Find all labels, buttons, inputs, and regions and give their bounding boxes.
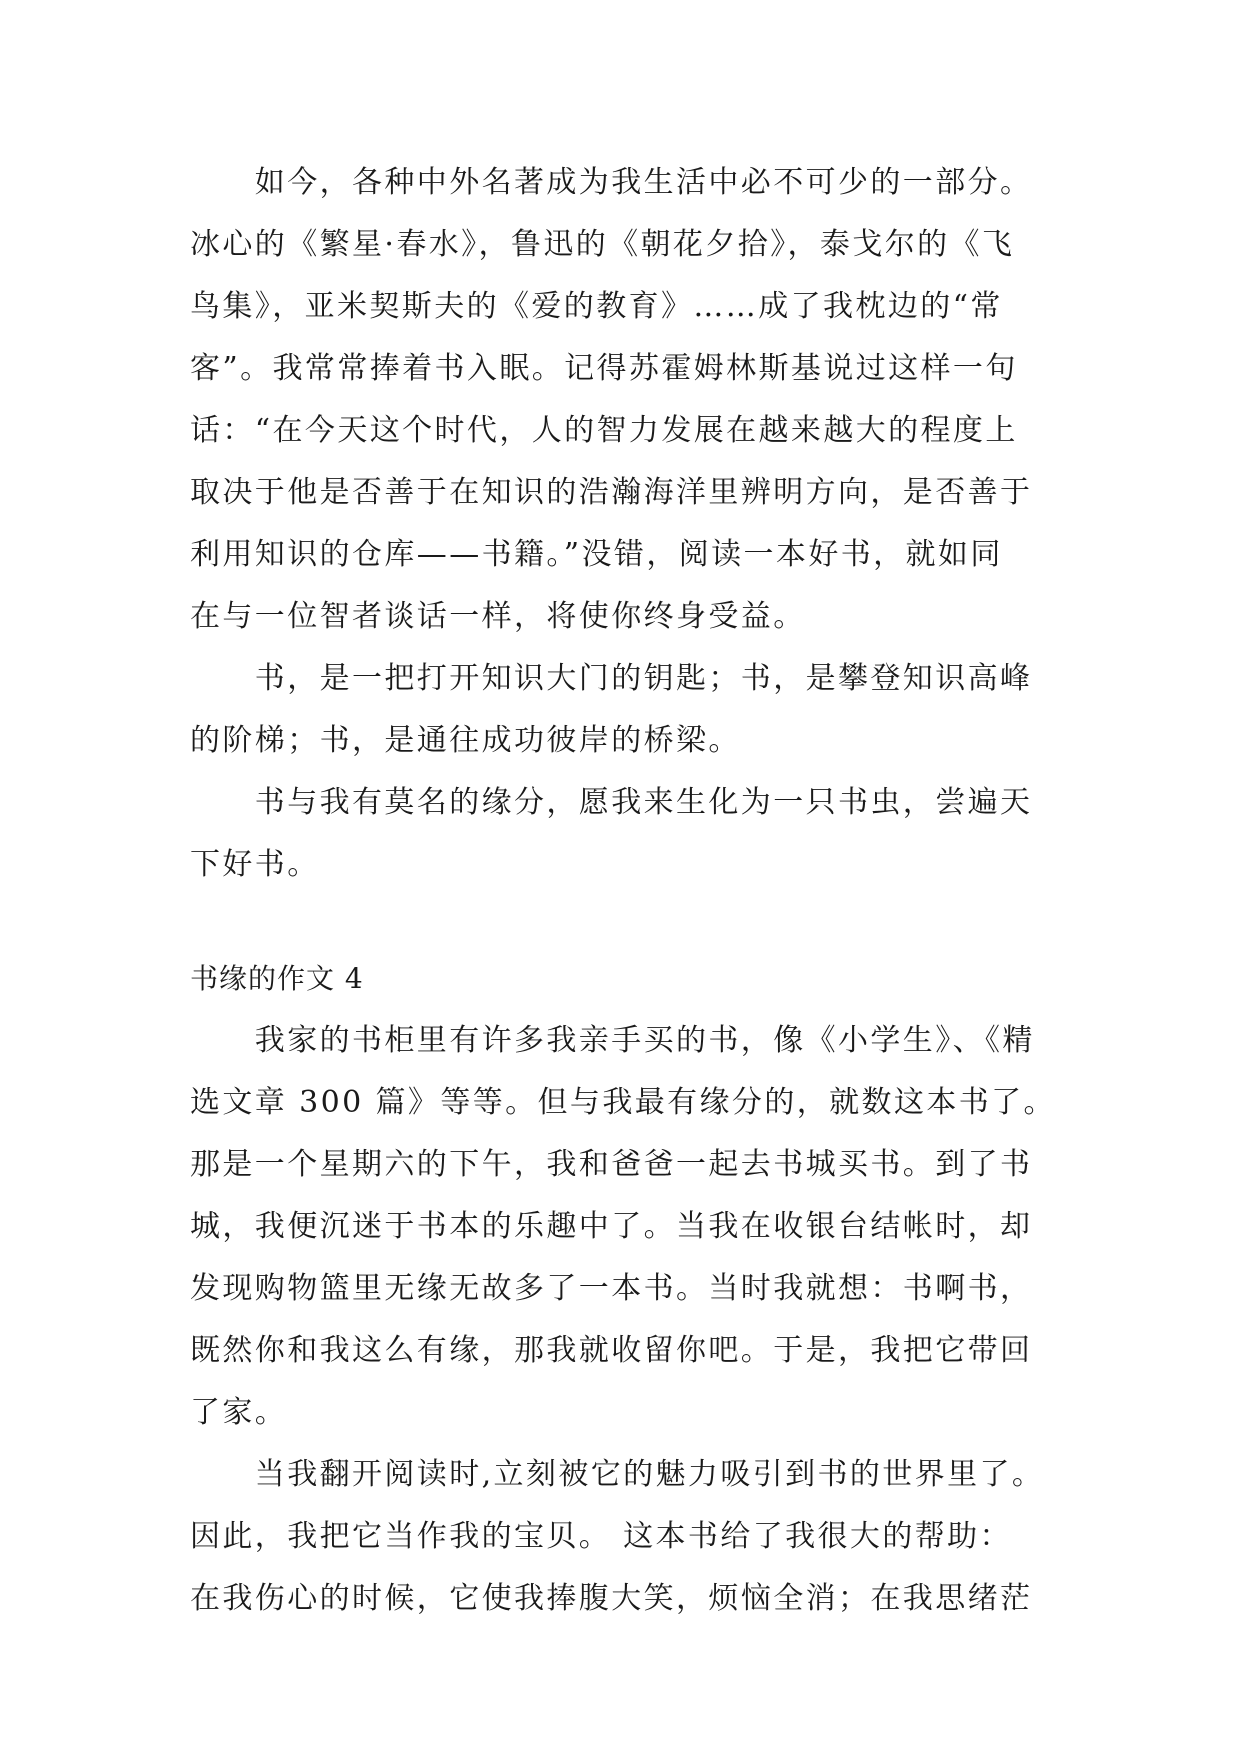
text-line: 书与我有莫名的缘分，愿我来生化为一只书虫，尝遍天 <box>190 785 1033 820</box>
text-line: 客”。我常常捧着书入眠。记得苏霍姆林斯基说过这样一句 <box>190 351 1018 386</box>
text-line: 当我翻开阅读时,立刻被它的魅力吸引到书的世界里了。 <box>190 1457 1045 1492</box>
text-line: 了家。 <box>190 1395 288 1430</box>
text-line: 如今，各种中外名著成为我生活中必不可少的一部分。 <box>190 165 1033 200</box>
text-line: 冰心的《繁星·春水》，鲁迅的《朝花夕拾》，泰戈尔的《飞 <box>190 227 1015 262</box>
text-line: 鸟集》，亚米契斯夫的《爱的教育》……成了我枕边的“常 <box>190 289 1003 324</box>
text-line: 那是一个星期六的下午，我和爸爸一起去书城买书。到了书 <box>190 1147 1033 1182</box>
text-line: 选文章 300 篇》等等。但与我最有缘分的，就数这本书了。 <box>190 1085 1056 1120</box>
text-line: 书，是一把打开知识大门的钥匙；书，是攀登知识高峰 <box>190 661 1033 696</box>
text-line: 在我伤心的时候，它使我捧腹大笑，烦恼全消；在我思绪茫 <box>190 1581 1033 1616</box>
text-line: 我家的书柜里有许多我亲手买的书，像《小学生》、《精 <box>190 1023 1035 1058</box>
section-heading: 书缘的作文 4 <box>190 962 364 995</box>
text-line: 因此，我把它当作我的宝贝。 这本书给了我很大的帮助： <box>190 1519 1012 1554</box>
text-line: 的阶梯；书，是通往成功彼岸的桥梁。 <box>190 723 741 758</box>
text-line: 城，我便沉迷于书本的乐趣中了。当我在收银台结帐时，却 <box>190 1209 1033 1244</box>
text-line: 下好书。 <box>190 847 320 882</box>
text-line: 利用知识的仓库——书籍。”没错，阅读一本好书，就如同 <box>190 537 1003 572</box>
text-line: 话：“在今天这个时代，人的智力发展在越来越大的程度上 <box>190 413 1018 448</box>
text-line: 取决于他是否善于在知识的浩瀚海洋里辨明方向，是否善于 <box>190 475 1033 510</box>
text-line: 既然你和我这么有缘，那我就收留你吧。于是，我把它带回 <box>190 1333 1033 1368</box>
text-line: 发现购物篮里无缘无故多了一本书。当时我就想：书啊书， <box>190 1271 1033 1306</box>
text-line: 在与一位智者谈话一样，将使你终身受益。 <box>190 599 806 634</box>
